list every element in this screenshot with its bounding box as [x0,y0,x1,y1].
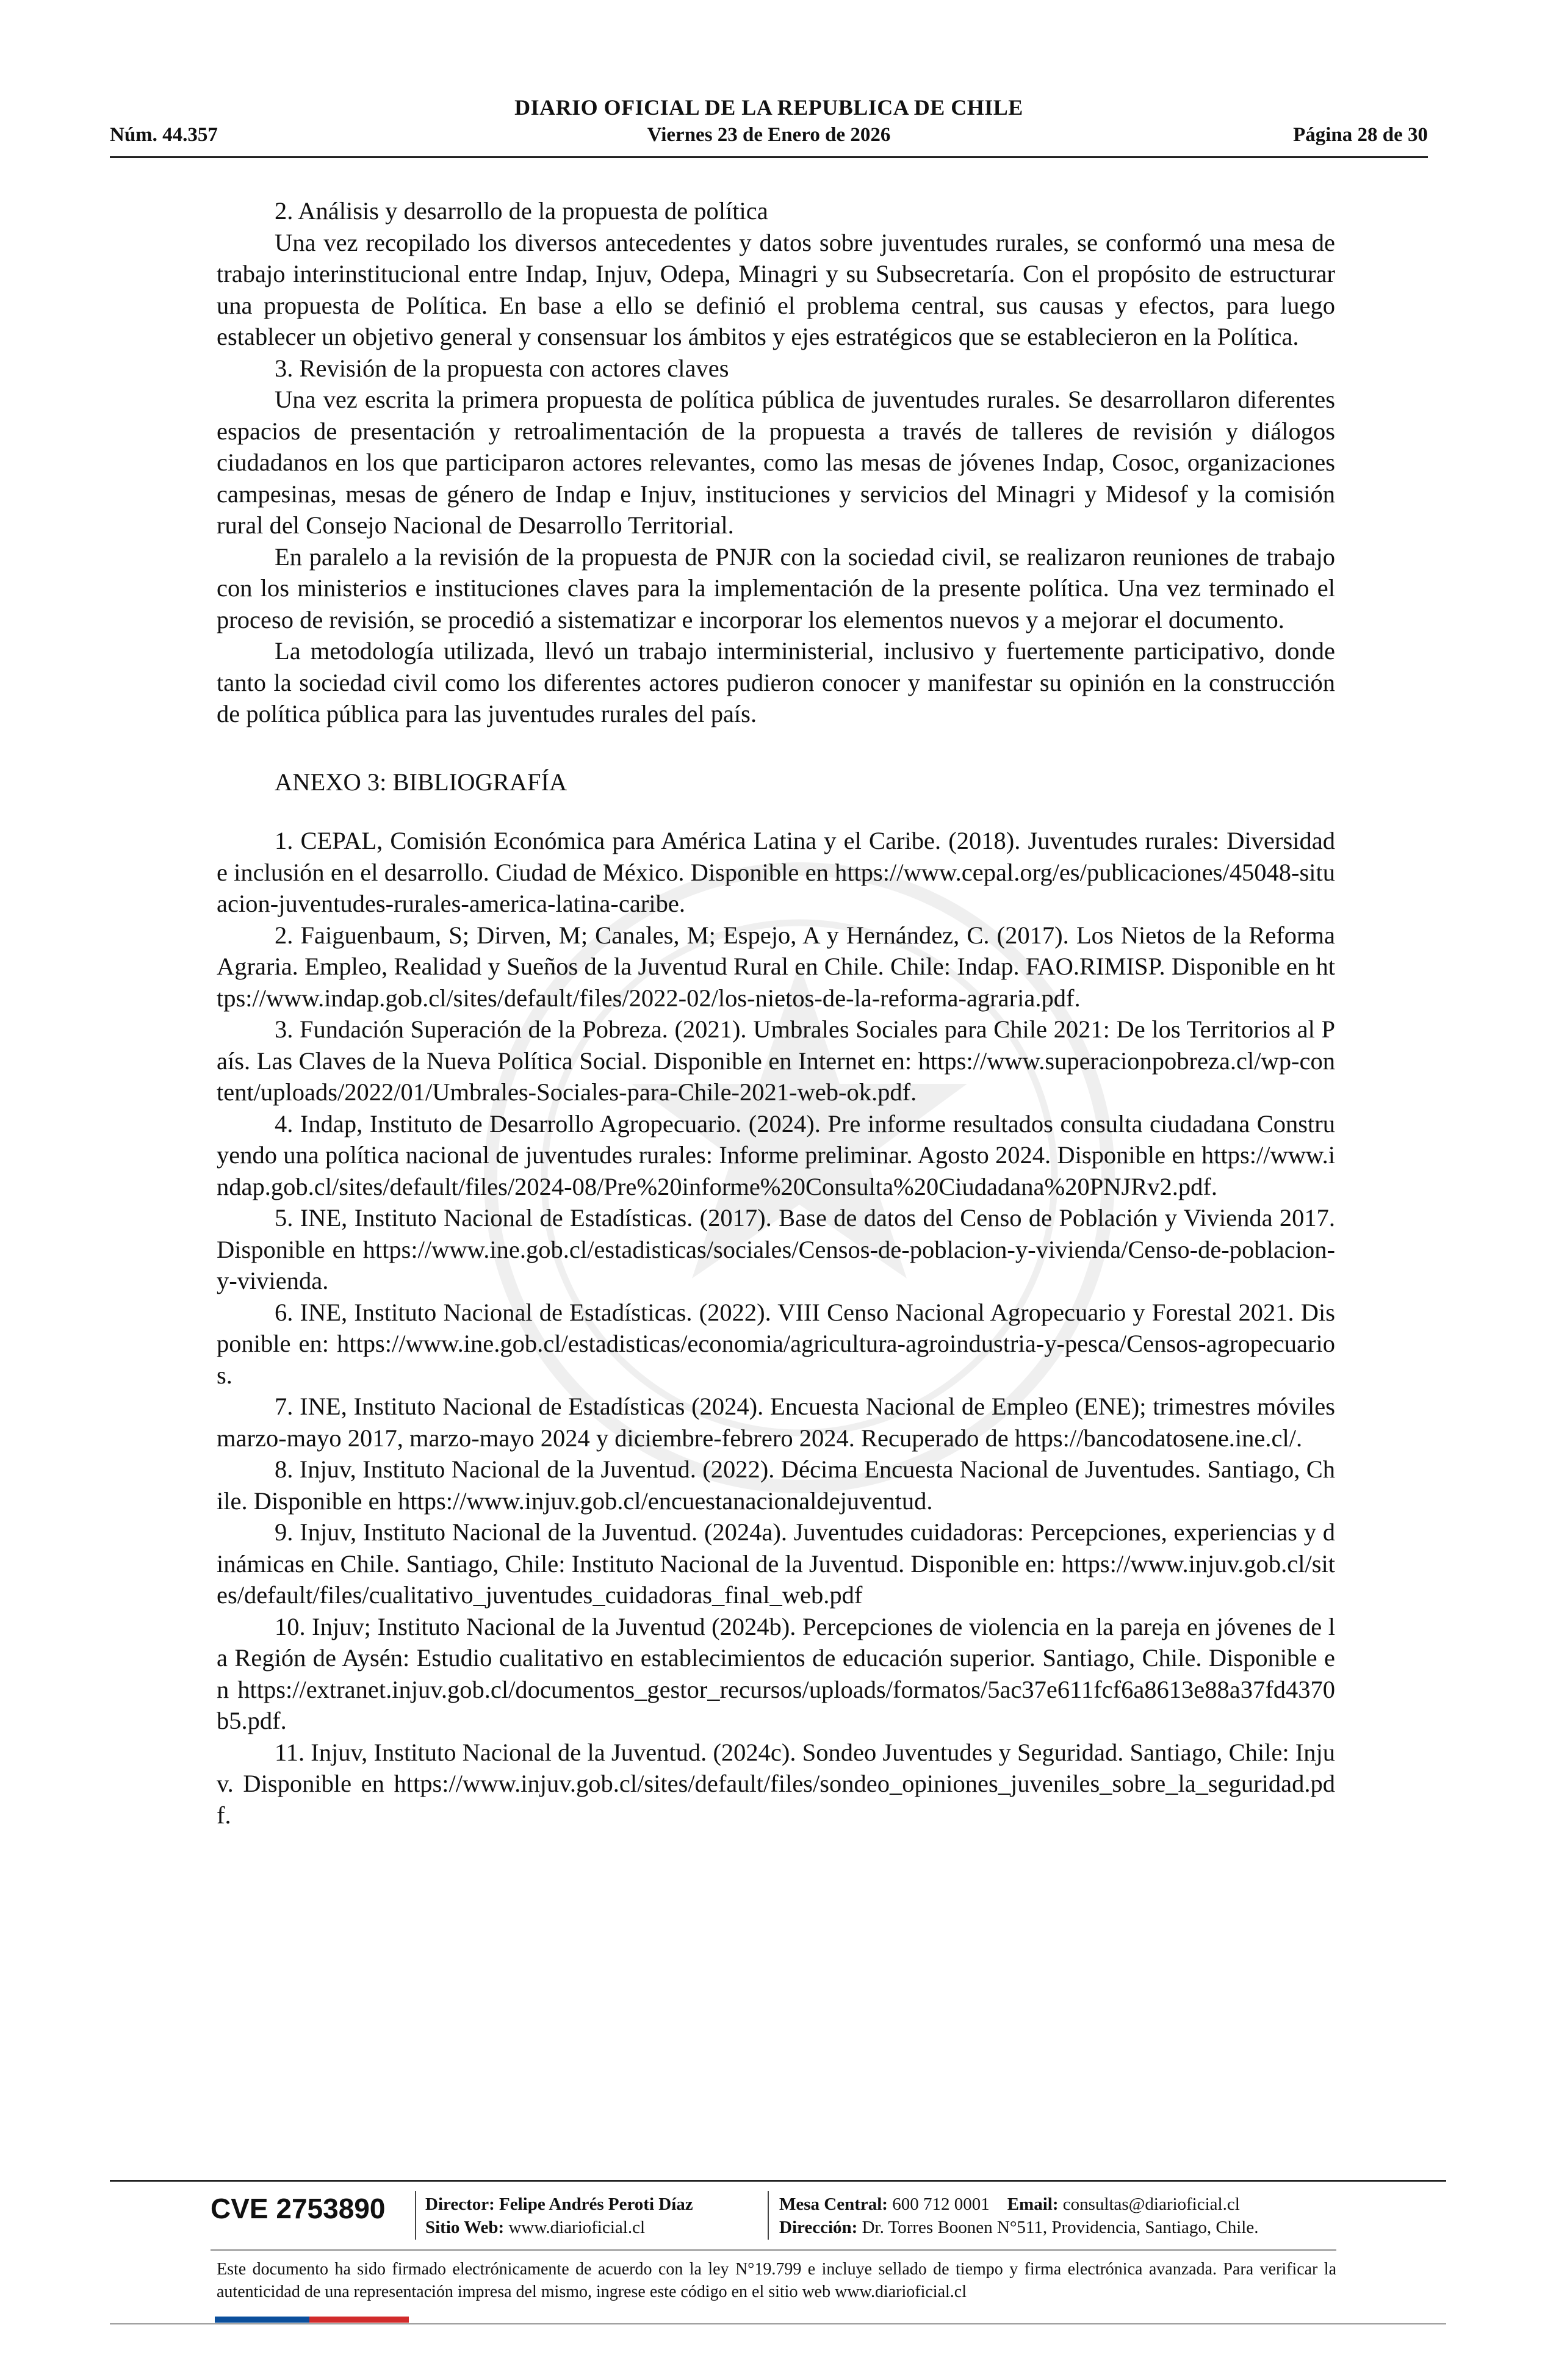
footer-separator [415,2191,416,2240]
chile-flag-stripe [215,2317,409,2323]
bibliography-item: 10. Injuv; Instituto Nacional de la Juventud (2024b). Percepciones de violencia en la pareja en jóvenes de la Región de Aysén: Estudio cualitativo en establecimientos de educación superior. Santiago, Chile. Disponible en https://extranet.injuv.gob.cl/documentos_gestor_recursos/uploads/formatos/5ac37e611fcf6a8613e88a37fd4370b5.pdf. [217,1612,1335,1734]
paragraph: Una vez escrita la primera propuesta de política pública de juventudes rurales. Se desarrollaron diferentes espacios de presentación y retroalimentación de la propuesta a través de talleres de revisión y diálogos ciudadanos en los que participaron actores relevantes, como las mesas de jóvenes Indap, Cosoc, organizaciones campesinas, mesas de género de Indap e Injuv, instituciones y servicios del Minagri y Midesof y la comisión rural del Consejo Nacional de Desarrollo Territorial. [217,386,1335,539]
paragraph: La metodología utilizada, llevó un trabajo interministerial, inclusivo y fuertemente participativo, donde tanto la sociedad civil como los diferentes actores pudieron conocer y manifestar su opinión en la construcción de política pública para las juventudes rurales del país. [217,637,1335,727]
page-number: Página 28 de 30 [1293,124,1428,146]
bibliography-item: 8. Injuv, Instituto Nacional de la Juventud. (2022). Décima Encuesta Nacional de Juventudes. Santiago, Chile. Disponible en https://www.injuv.gob.cl/encuestanacionaldejuventud. [217,1455,1335,1515]
section-heading: 2. Análisis y desarrollo de la propuesta de política [275,197,768,225]
phone-number: 600 712 0001 [892,2194,990,2214]
website-label: Sitio Web: [425,2218,505,2237]
bibliography-item: 3. Fundación Superación de la Pobreza. (2021). Umbrales Sociales para Chile 2021: De los Territorios al País. Las Claves de la Nueva Política Social. Disponible en Internet en: https://www.superacionpobreza.cl/wp-content/uploads/2022/01/Umbrales-Sociales-para-Chile-2021-web-ok.pdf. [217,1015,1335,1106]
bibliography-item: 1. CEPAL, Comisión Económica para América Latina y el Caribe. (2018). Juventudes rurales: Diversidad e inclusión en el desarrollo. Ciudad de México. Disponible en https://www.cepal.org/es/publicaciones/45048-situacion-juventudes-rurales-america-latina-caribe. [217,827,1335,917]
footer-contact-block [779,2193,1258,2239]
flag-blue-segment [215,2317,309,2323]
section-heading: 3. Revisión de la propuesta con actores claves [275,354,729,382]
footer-divider-thin [211,2249,1336,2251]
footer-separator [768,2191,769,2240]
newspaper-title: DIARIO OFICIAL DE LA REPUBLICA DE CHILE [514,95,1023,120]
paragraph: Una vez recopilado los diversos antecedentes y datos sobre juventudes rurales, se conformó una mesa de trabajo interinstitucional entre Indap, Injuv, Odepa, Minagri y su Subsecretaría. Con el propósito de estructurar una propuesta de Política. En base a ello se definió el problema central, sus causas y efectos, para luego establecer un objetivo general y consensuar los ámbitos y ejes estratégicos que se establecieron en la Política. [217,228,1335,350]
bibliography-item: 2. Faiguenbaum, S; Dirven, M; Canales, M; Espejo, A y Hernández, C. (2017). Los Nietos de la Reforma Agraria. Empleo, Realidad y Sueños de la Juventud Rural en Chile. Chile: Indap. FAO.RIMISP. Disponible en https://www.indap.gob.cl/sites/default/files/2022-02/los-nietos-de-la-reforma-agraria.pdf. [217,921,1335,1012]
website-link[interactable]: www.diarioficial.cl [508,2218,646,2237]
bibliography-item: 9. Injuv, Instituto Nacional de la Juventud. (2024a). Juventudes cuidadoras: Percepciones, experiencias y dinámicas en Chile. Santiago, Chile: Instituto Nacional de la Juventud. Disponible en: https://www.injuv.gob.cl/sites/default/files/cualitativo_juventudes_cuidadoras_final_web.pdf [217,1518,1335,1609]
annex-heading: ANEXO 3: BIBLIOGRAFÍA [275,768,567,796]
legal-notice: Este documento ha sido firmado electrónicamente de acuerdo con la ley N°19.799 e incluye sellado de tiempo y firma electrónica avanzada. Para verificar la autenticidad de una representación impresa del mismo, ingrese este código en el sitio web www.diarioficial.cl [217,2260,1336,2301]
address-label: Dirección: [779,2218,858,2237]
bibliography-item: 7. INE, Instituto Nacional de Estadísticas (2024). Encuesta Nacional de Empleo (ENE); trimestres móviles marzo-mayo 2017, marzo-mayo 2024 y diciembre-febrero 2024. Recuperado de https://bancodatosene.ine.cl/. [217,1393,1335,1452]
bibliography-item: 4. Indap, Instituto de Desarrollo Agropecuario. (2024). Pre informe resultados consulta ciudadana Construyendo una política nacional de juventudes rurales: Informe preliminar. Agosto 2024. Disponible en https://www.indap.gob.cl/sites/default/files/2024-08/Pre%20informe%20Consulta%20Ciudadana%20PNJRv2.pdf. [217,1109,1335,1200]
issue-number: Núm. 44.357 [110,124,218,146]
bibliography-item: 11. Injuv, Instituto Nacional de la Juventud. (2024c). Sondeo Juventudes y Seguridad. Santiago, Chile: Injuv. Disponible en https://www.injuv.gob.cl/sites/default/files/sondeo_opiniones_juveniles_sobre_la_seguridad.pdf. [217,1738,1335,1829]
cve-code: CVE 2753890 [211,2193,386,2224]
director-name: Felipe Andrés Peroti Díaz [499,2194,693,2214]
document-body [217,195,1335,1831]
email-link[interactable]: consultas@diarioficial.cl [1062,2194,1240,2214]
footer-divider [110,2180,1446,2182]
flag-red-segment [309,2317,409,2323]
director-label: Director: [425,2194,495,2214]
paragraph: En paralelo a la revisión de la propuesta de PNJR con la sociedad civil, se realizaron reuniones de trabajo con los ministerios e instituciones claves para la implementación de la presente política. Una vez terminado el proceso de revisión, se procedió a sistematizar e incorporar los elementos nuevos y a mejorar el documento. [217,543,1335,633]
bibliography-item: 6. INE, Instituto Nacional de Estadísticas. (2022). VIII Censo Nacional Agropecuario y Forestal 2021. Disponible en: https://www.ine.gob.cl/estadisticas/economia/agricultura-agroindustria-y-pesca/Censos-agropecuarios. [217,1298,1335,1389]
address-text: Dr. Torres Boonen N°511, Providencia, Santiago, Chile. [862,2218,1259,2237]
bottom-divider [110,2323,1446,2324]
phone-label: Mesa Central: [779,2194,888,2214]
footer-director-block [425,2193,693,2239]
page-header [110,95,1428,156]
email-label: Email: [1007,2194,1059,2214]
bibliography-item: 5. INE, Instituto Nacional de Estadísticas. (2017). Base de datos del Censo de Población y Vivienda 2017. Disponible en https://www.ine.gob.cl/estadisticas/sociales/Censos-de-poblacion-y-vivienda/Censo-de-poblacion-y-vivienda. [217,1204,1335,1294]
header-divider [110,156,1428,158]
issue-date: Viernes 23 de Enero de 2026 [647,124,891,146]
